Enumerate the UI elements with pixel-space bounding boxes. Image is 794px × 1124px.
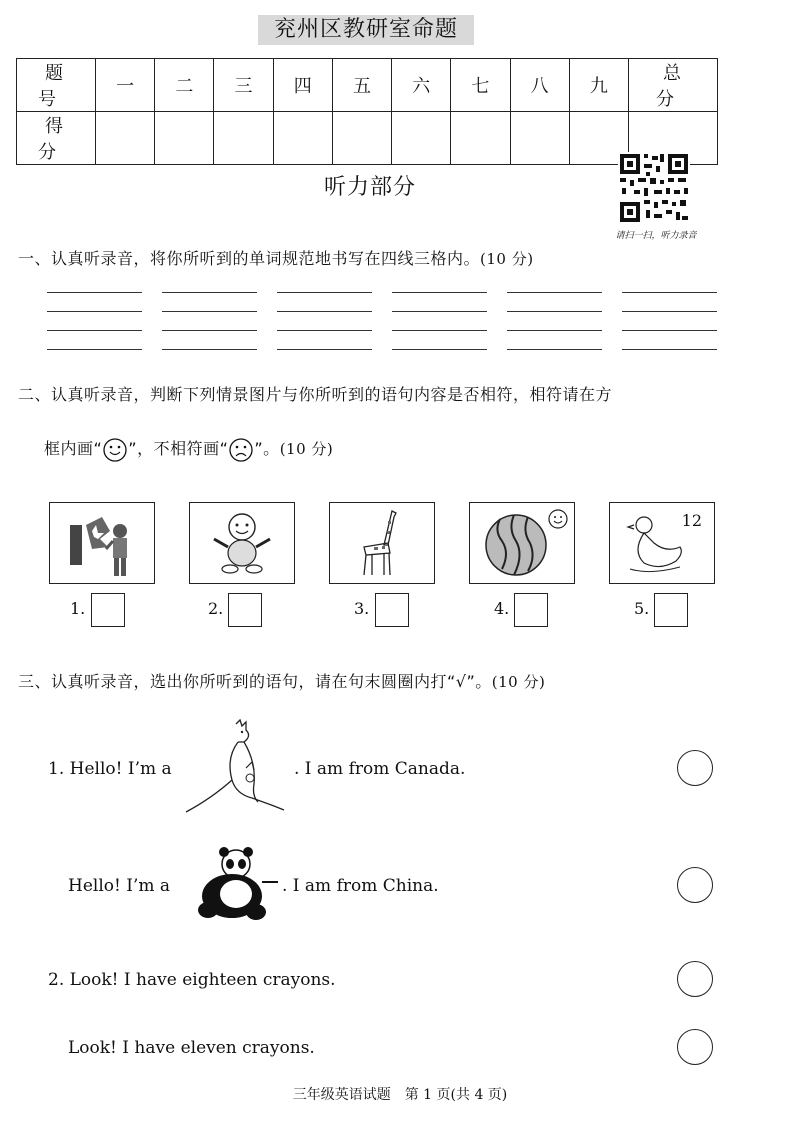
sentence-2b: Look! I have eleven crayons. — [68, 1038, 315, 1058]
score-cell[interactable] — [510, 112, 569, 165]
picture-canada-flag-boy — [49, 502, 155, 584]
cell-q2: 二 — [155, 59, 214, 112]
score-cell[interactable] — [155, 112, 214, 165]
picture-duck — [609, 502, 715, 584]
question-2-text-c: ”。 — [254, 439, 280, 458]
sentence-1b-prefix: Hello! I’m a — [68, 876, 171, 896]
question-3-points: (10 分) — [491, 673, 546, 691]
kangaroo-icon — [182, 718, 294, 816]
watermelon-icon — [470, 503, 574, 583]
score-cell[interactable] — [332, 112, 391, 165]
question-2-text-b: ”，不相符画“ — [128, 439, 229, 458]
writing-lines-2[interactable] — [162, 292, 257, 350]
answer-label-3: 3. — [354, 599, 370, 618]
cell-q4: 四 — [273, 59, 332, 112]
answer-circle-2b[interactable] — [677, 1029, 713, 1065]
question-1-text: 一、认真听录音，将你所听到的单词规范地书写在四线三格内。 — [18, 249, 481, 268]
section-title: 听力部分 — [323, 175, 416, 200]
score-cell[interactable] — [451, 112, 510, 165]
writing-lines-3[interactable] — [277, 292, 372, 350]
picture-watermelon — [469, 502, 575, 584]
score-cell[interactable] — [392, 112, 451, 165]
cell-q1: 一 — [96, 59, 155, 112]
canada-flag-boy-icon — [50, 503, 154, 583]
cell-total-label: 总 分 — [629, 59, 718, 112]
question-3-text: 三、认真听录音，选出你所听到的语句，请在句末圆圈内打“√”。 — [18, 672, 492, 691]
smiley-face-icon — [102, 437, 128, 463]
cell-q3: 三 — [214, 59, 273, 112]
score-cell[interactable] — [214, 112, 273, 165]
question-3-heading — [18, 669, 545, 692]
cell-q8: 八 — [510, 59, 569, 112]
picture-giraffe — [329, 502, 435, 584]
panda-icon — [186, 846, 282, 926]
answer-label-2: 2. — [208, 599, 224, 618]
answer-box-5[interactable] — [654, 593, 688, 627]
sentence-1b-suffix: . I am from China. — [282, 876, 439, 896]
question-1-points: (10 分) — [480, 250, 534, 268]
duck-number: 12 — [681, 511, 702, 530]
answer-label-4: 4. — [494, 599, 510, 618]
cell-score-label: 得 分 — [17, 112, 96, 165]
answer-box-4[interactable] — [514, 593, 548, 627]
giraffe-icon — [330, 503, 434, 583]
page-footer: 三年级英语试题 第 1 页(共 4 页) — [292, 1087, 508, 1103]
cell-question-number-label: 题 号 — [17, 59, 96, 112]
picture-baby — [189, 502, 295, 584]
answer-circle-1b[interactable] — [677, 867, 713, 903]
question-1-heading — [18, 246, 534, 269]
sad-face-icon — [228, 437, 254, 463]
score-table — [16, 58, 731, 165]
qr-caption: 请扫一扫，听力录音 — [615, 231, 697, 241]
answer-box-2[interactable] — [228, 593, 262, 627]
question-2-text-a: 框内画“ — [44, 439, 103, 458]
answer-circle-1a[interactable] — [677, 750, 713, 786]
question-2-heading-line1: 二、认真听录音，判断下列情景图片与你所听到的语句内容是否相符，相符请在方 — [18, 385, 613, 404]
qr-code-icon — [618, 152, 690, 224]
question-2-heading-line2 — [44, 436, 333, 463]
score-table-header-row — [17, 59, 718, 112]
writing-lines-4[interactable] — [392, 292, 487, 350]
header-title: 兖州区教研室命题 — [258, 15, 474, 45]
cell-q7: 七 — [451, 59, 510, 112]
cell-q9: 九 — [569, 59, 628, 112]
answer-box-1[interactable] — [91, 593, 125, 627]
writing-lines-6[interactable] — [622, 292, 717, 350]
writing-lines-5[interactable] — [507, 292, 602, 350]
answer-label-5: 5. — [634, 599, 650, 618]
sentence-1a-prefix: 1. Hello! I’m a — [48, 759, 172, 779]
sentence-2a: 2. Look! I have eighteen crayons. — [48, 970, 336, 990]
baby-icon — [190, 503, 294, 583]
writing-lines-1[interactable] — [47, 292, 142, 350]
cell-q6: 六 — [392, 59, 451, 112]
question-2-points: (10 分) — [279, 440, 334, 458]
answer-label-1: 1. — [70, 599, 86, 618]
score-table-score-row — [17, 112, 718, 165]
score-cell[interactable] — [273, 112, 332, 165]
answer-box-3[interactable] — [375, 593, 409, 627]
cell-q5: 五 — [332, 59, 391, 112]
sentence-1a-suffix: . I am from Canada. — [294, 759, 466, 779]
answer-circle-2a[interactable] — [677, 961, 713, 997]
